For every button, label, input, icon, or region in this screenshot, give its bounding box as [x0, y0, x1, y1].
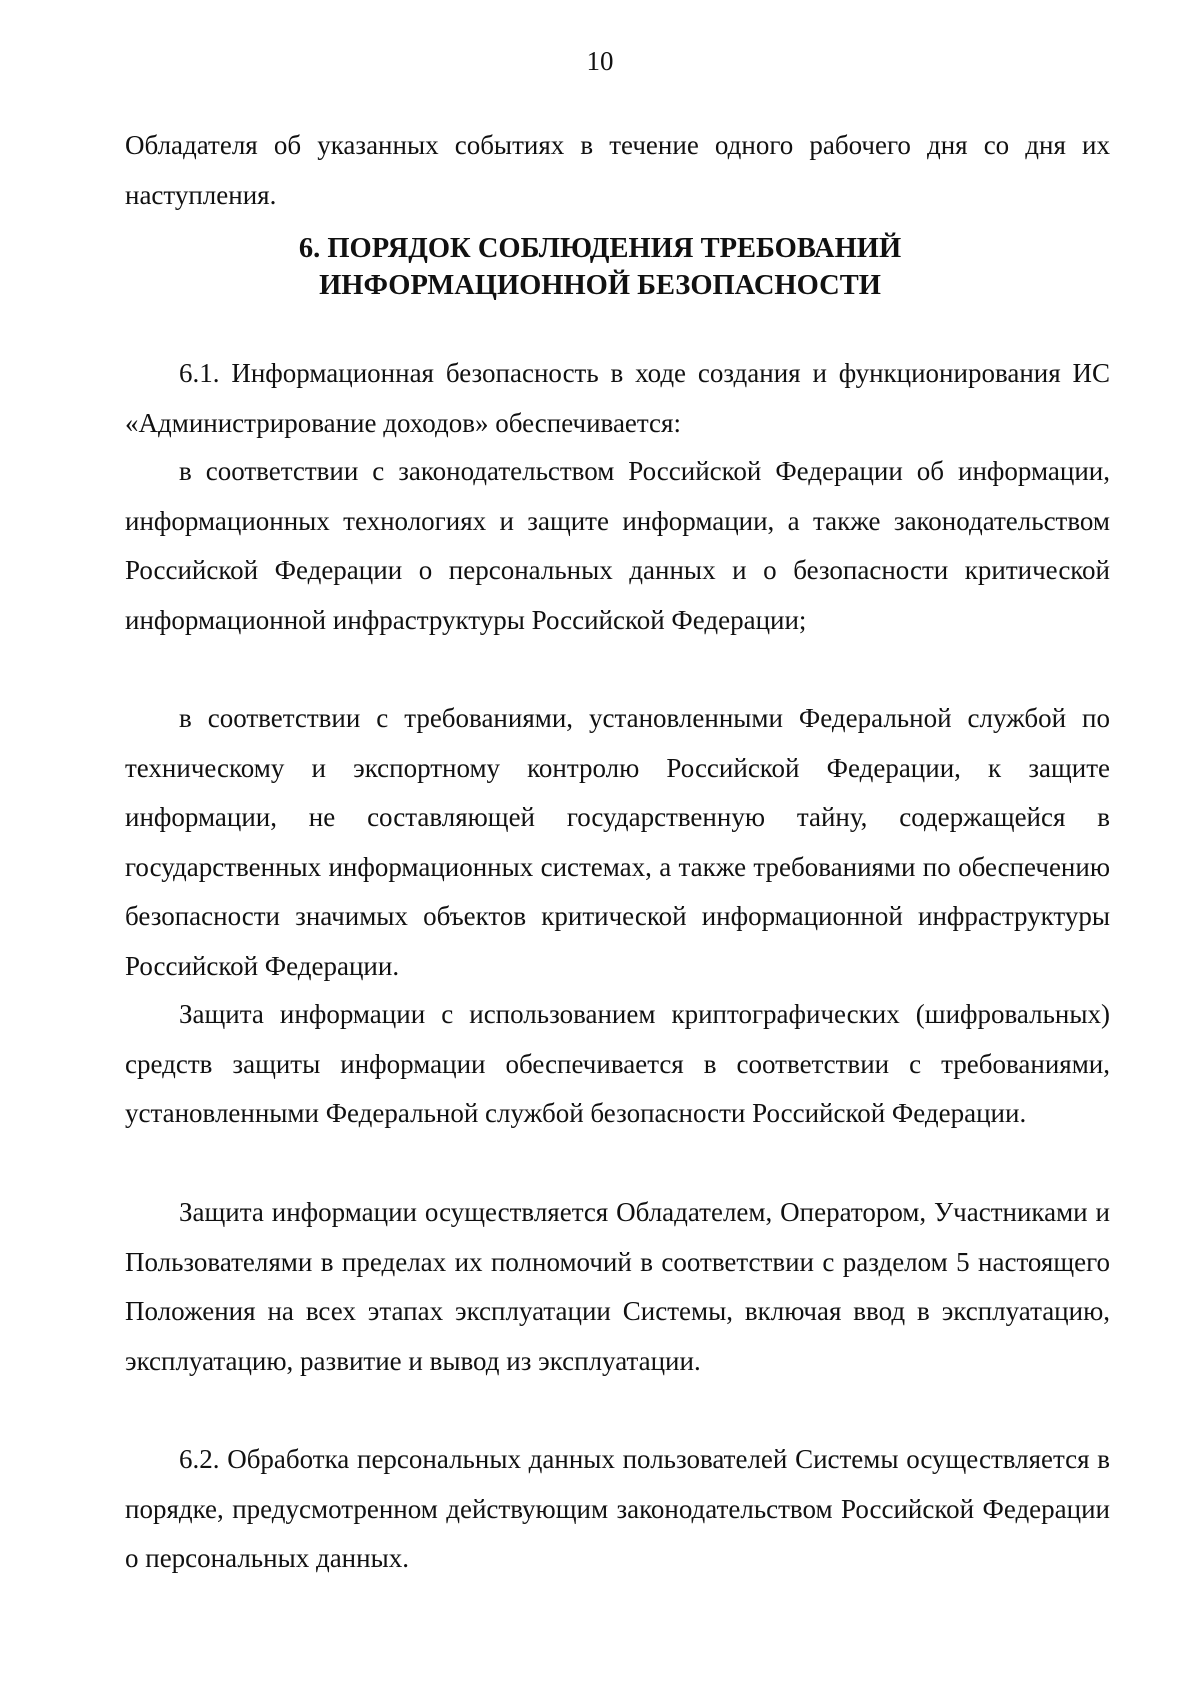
section-heading — [0, 230, 1200, 304]
section-heading-line-1: 6. ПОРЯДОК СОБЛЮДЕНИЯ ТРЕБОВАНИЙ — [298, 233, 902, 264]
paragraph-6-1-protection-responsibility: Защита информации осуществляется Обладателем, Оператором, Участниками и Пользователями в пределах их полномочий в соответствии с разделом 5 настоящего Положения на всех этапах эксплуатации Системы, включая ввод в эксплуатацию, эксплуатацию, развитие и вывод из эксплуатации. — [125, 1197, 1110, 1376]
paragraph-6-1-legislation-item: в соответствии с законодательством Российской Федерации об информации, информационных технологиях и защите информации, а также законодательством Российской Федерации о персональных данных и о безопасности критической информационной инфраструктуры Российской Федерации; — [125, 456, 1110, 635]
paragraph-6-2-personal-data: 6.2. Обработка персональных данных пользователей Системы осуществляется в порядке, предусмотренном действующим законодательством Российской Федерации о персональных данных. — [125, 1444, 1110, 1573]
paragraph-6-1-cryptographic-protection: Защита информации с использованием криптографических (шифровальных) средств защиты информации обеспечивается в соответствии с требованиями, установленными Федеральной службой безопасности Российской Федерации. — [125, 999, 1110, 1128]
paragraph-6-1-intro: 6.1. Информационная безопасность в ходе создания и функционирования ИС «Администрирование доходов» обеспечивается: — [125, 358, 1110, 438]
paragraph-6-1-fstec-item: в соответствии с требованиями, установленными Федеральной службой по техническому и экспортному контролю Российской Федерации, к защите информации, не составляющей государственную тайну, содержащейся в государственных информационных системах, а также требованиями по обеспечению безопасности значимых объектов критической информационной инфраструктуры Российской Федерации. — [125, 703, 1110, 981]
page-number: 10 — [586, 46, 614, 76]
continued-paragraph: Обладателя об указанных событиях в течение одного рабочего дня со дня их наступления. — [125, 130, 1110, 210]
section-heading-line-2: ИНФОРМАЦИОННОЙ БЕЗОПАСНОСТИ — [319, 270, 881, 301]
